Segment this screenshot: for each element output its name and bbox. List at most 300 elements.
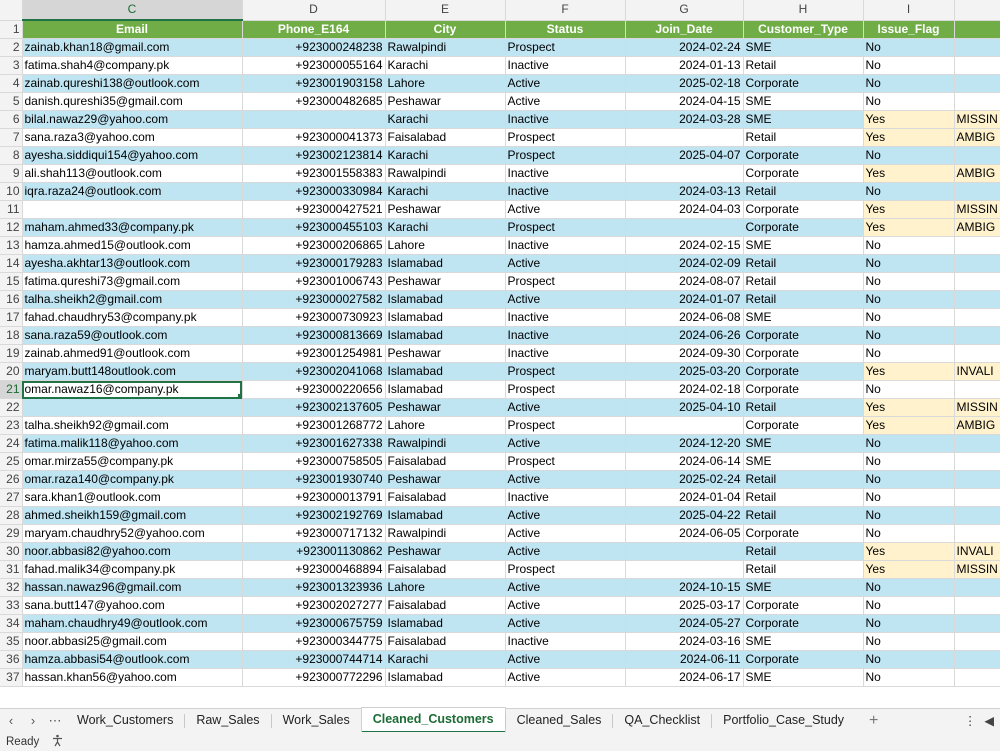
table-cell[interactable]: +923000041373	[242, 129, 385, 147]
table-cell[interactable]: +923002137605	[242, 399, 385, 417]
table-cell[interactable]: 2024-02-18	[625, 381, 743, 399]
table-cell[interactable]: Lahore	[385, 417, 505, 435]
row-number[interactable]: 25	[0, 453, 22, 471]
table-cell[interactable]: Prospect	[505, 363, 625, 381]
table-cell[interactable]: Inactive	[505, 309, 625, 327]
table-cell[interactable]: MISSIN	[954, 201, 1000, 219]
table-cell[interactable]: 2024-01-13	[625, 57, 743, 75]
column-header[interactable]	[954, 0, 1000, 20]
table-cell[interactable]: Yes	[863, 399, 954, 417]
table-cell[interactable]: +923001930740	[242, 471, 385, 489]
table-cell[interactable]: noor.abbasi25@gmail.com	[22, 633, 242, 651]
table-cell[interactable]: MISSIN	[954, 111, 1000, 129]
table-cell[interactable]	[954, 579, 1000, 597]
more-sheets-button[interactable]: ⋯	[48, 712, 62, 728]
table-cell[interactable]: 2024-06-17	[625, 669, 743, 687]
table-cell[interactable]	[625, 543, 743, 561]
table-cell[interactable]: noor.abbasi82@yahoo.com	[22, 543, 242, 561]
table-cell[interactable]: 2025-03-20	[625, 363, 743, 381]
table-cell[interactable]: Retail	[743, 183, 863, 201]
row-number[interactable]: 37	[0, 669, 22, 687]
table-cell[interactable]: Yes	[863, 201, 954, 219]
select-all-corner[interactable]	[0, 0, 22, 20]
table-cell[interactable]: Inactive	[505, 57, 625, 75]
table-cell[interactable]: +923000758505	[242, 453, 385, 471]
row-number[interactable]: 2	[0, 39, 22, 57]
table-cell[interactable]: 2024-02-24	[625, 39, 743, 57]
column-header[interactable]: F	[505, 0, 625, 20]
table-cell[interactable]	[954, 237, 1000, 255]
table-cell[interactable]: +923001130862	[242, 543, 385, 561]
table-cell[interactable]: 2025-04-22	[625, 507, 743, 525]
table-cell[interactable]: omar.mirza55@company.pk	[22, 453, 242, 471]
table-cell[interactable]: iqra.raza24@outlook.com	[22, 183, 242, 201]
header-cell[interactable]: Customer_Type	[743, 20, 863, 39]
table-cell[interactable]: 2024-06-08	[625, 309, 743, 327]
table-cell[interactable]: Retail	[743, 543, 863, 561]
table-cell[interactable]: Faisalabad	[385, 597, 505, 615]
table-cell[interactable]: No	[863, 453, 954, 471]
header-cell[interactable]: Join_Date	[625, 20, 743, 39]
table-cell[interactable]: AMBIG	[954, 129, 1000, 147]
table-cell[interactable]: Retail	[743, 129, 863, 147]
row-number[interactable]: 30	[0, 543, 22, 561]
row-number[interactable]: 32	[0, 579, 22, 597]
row-number[interactable]: 18	[0, 327, 22, 345]
table-cell[interactable]: +923000744714	[242, 651, 385, 669]
row-number[interactable]: 8	[0, 147, 22, 165]
table-cell[interactable]: +923000813669	[242, 327, 385, 345]
table-cell[interactable]: Inactive	[505, 345, 625, 363]
row-number[interactable]: 26	[0, 471, 22, 489]
table-cell[interactable]: Corporate	[743, 165, 863, 183]
table-cell[interactable]: No	[863, 669, 954, 687]
table-cell[interactable]: Islamabad	[385, 327, 505, 345]
sheet-tab[interactable]: Cleaned_Sales	[516, 713, 602, 727]
table-cell[interactable]	[625, 165, 743, 183]
table-cell[interactable]: +923000468894	[242, 561, 385, 579]
table-cell[interactable]: maryam.chaudhry52@yahoo.com	[22, 525, 242, 543]
column-header[interactable]: G	[625, 0, 743, 20]
table-cell[interactable]: Peshawar	[385, 471, 505, 489]
table-cell[interactable]: 2025-03-17	[625, 597, 743, 615]
table-cell[interactable]: Inactive	[505, 183, 625, 201]
table-cell[interactable]: No	[863, 345, 954, 363]
table-cell[interactable]: Corporate	[743, 651, 863, 669]
table-cell[interactable]: Yes	[863, 111, 954, 129]
table-cell[interactable]: Active	[505, 75, 625, 93]
table-cell[interactable]: sana.raza3@yahoo.com	[22, 129, 242, 147]
table-cell[interactable]: Yes	[863, 561, 954, 579]
table-cell[interactable]: Yes	[863, 165, 954, 183]
table-cell[interactable]: No	[863, 255, 954, 273]
table-cell[interactable]: MISSIN	[954, 561, 1000, 579]
table-cell[interactable]: Karachi	[385, 651, 505, 669]
table-cell[interactable]: Karachi	[385, 219, 505, 237]
table-cell[interactable]: ayesha.akhtar13@outlook.com	[22, 255, 242, 273]
table-cell[interactable]	[954, 471, 1000, 489]
table-cell[interactable]: 2024-06-05	[625, 525, 743, 543]
table-cell[interactable]: No	[863, 39, 954, 57]
table-cell[interactable]: Active	[505, 291, 625, 309]
row-number[interactable]: 28	[0, 507, 22, 525]
table-cell[interactable]	[242, 111, 385, 129]
table-cell[interactable]: ayesha.siddiqui154@yahoo.com	[22, 147, 242, 165]
table-cell[interactable]: Active	[505, 615, 625, 633]
row-number[interactable]: 3	[0, 57, 22, 75]
table-cell[interactable]: ahmed.sheikh159@gmail.com	[22, 507, 242, 525]
table-cell[interactable]: +923001268772	[242, 417, 385, 435]
table-cell[interactable]: Prospect	[505, 417, 625, 435]
table-cell[interactable]	[22, 201, 242, 219]
sheet-tab[interactable]: Raw_Sales	[196, 713, 260, 727]
table-cell[interactable]: Peshawar	[385, 273, 505, 291]
table-cell[interactable]: No	[863, 93, 954, 111]
table-cell[interactable]: +923000206865	[242, 237, 385, 255]
table-cell[interactable]: Prospect	[505, 453, 625, 471]
table-cell[interactable]	[954, 57, 1000, 75]
table-cell[interactable]: hassan.nawaz96@gmail.com	[22, 579, 242, 597]
table-cell[interactable]: Active	[505, 669, 625, 687]
table-cell[interactable]: hassan.khan56@yahoo.com	[22, 669, 242, 687]
table-cell[interactable]: Active	[505, 255, 625, 273]
table-cell[interactable]: 2024-06-26	[625, 327, 743, 345]
table-cell[interactable]: Active	[505, 543, 625, 561]
table-cell[interactable]: +923002027277	[242, 597, 385, 615]
table-cell[interactable]: omar.raza140@company.pk	[22, 471, 242, 489]
table-cell[interactable]: +923000772296	[242, 669, 385, 687]
table-cell[interactable]: Retail	[743, 507, 863, 525]
table-cell[interactable]: No	[863, 435, 954, 453]
table-cell[interactable]: Active	[505, 201, 625, 219]
table-cell[interactable]: Peshawar	[385, 201, 505, 219]
table-cell[interactable]: maryam.butt148outlook.com	[22, 363, 242, 381]
table-cell[interactable]	[22, 399, 242, 417]
row-number[interactable]: 22	[0, 399, 22, 417]
row-number[interactable]: 27	[0, 489, 22, 507]
table-cell[interactable]: sara.khan1@outlook.com	[22, 489, 242, 507]
table-cell[interactable]: Active	[505, 525, 625, 543]
add-sheet-button[interactable]: +	[869, 711, 879, 729]
table-cell[interactable]: fahad.malik34@company.pk	[22, 561, 242, 579]
table-cell[interactable]: Yes	[863, 363, 954, 381]
table-cell[interactable]	[954, 345, 1000, 363]
table-cell[interactable]: +923000055164	[242, 57, 385, 75]
table-cell[interactable]: +923000179283	[242, 255, 385, 273]
table-cell[interactable]: fahad.chaudhry53@company.pk	[22, 309, 242, 327]
table-cell[interactable]: +923000730923	[242, 309, 385, 327]
table-cell[interactable]: Prospect	[505, 219, 625, 237]
row-number[interactable]: 17	[0, 309, 22, 327]
table-cell[interactable]: Karachi	[385, 111, 505, 129]
table-cell[interactable]: Islamabad	[385, 615, 505, 633]
table-cell[interactable]: +923000013791	[242, 489, 385, 507]
row-number[interactable]: 10	[0, 183, 22, 201]
table-cell[interactable]	[625, 219, 743, 237]
table-cell[interactable]: 2025-04-07	[625, 147, 743, 165]
row-number[interactable]: 19	[0, 345, 22, 363]
table-cell[interactable]: No	[863, 471, 954, 489]
table-cell[interactable]: Faisalabad	[385, 489, 505, 507]
row-number[interactable]: 20	[0, 363, 22, 381]
table-cell[interactable]: zainab.qureshi138@outlook.com	[22, 75, 242, 93]
table-cell[interactable]: SME	[743, 453, 863, 471]
table-cell[interactable]: +923000027582	[242, 291, 385, 309]
table-cell[interactable]	[954, 435, 1000, 453]
table-cell[interactable]	[954, 453, 1000, 471]
table-cell[interactable]: Corporate	[743, 327, 863, 345]
table-cell[interactable]: Islamabad	[385, 291, 505, 309]
row-number[interactable]: 16	[0, 291, 22, 309]
table-cell[interactable]: Corporate	[743, 597, 863, 615]
table-cell[interactable]: Active	[505, 93, 625, 111]
row-number[interactable]: 31	[0, 561, 22, 579]
header-cell[interactable]: Status	[505, 20, 625, 39]
row-number[interactable]: 13	[0, 237, 22, 255]
sheet-tab[interactable]: Portfolio_Case_Study	[723, 713, 845, 727]
table-cell[interactable]	[954, 93, 1000, 111]
table-cell[interactable]: Corporate	[743, 219, 863, 237]
table-cell[interactable]: No	[863, 597, 954, 615]
table-cell[interactable]: No	[863, 381, 954, 399]
sheet-options-icon[interactable]: ⋮	[963, 714, 977, 728]
table-cell[interactable]: Inactive	[505, 237, 625, 255]
table-cell[interactable]	[954, 273, 1000, 291]
table-cell[interactable]: Prospect	[505, 39, 625, 57]
table-cell[interactable]: No	[863, 507, 954, 525]
table-cell[interactable]: Prospect	[505, 147, 625, 165]
table-cell[interactable]: 2024-06-11	[625, 651, 743, 669]
table-cell[interactable]: Karachi	[385, 183, 505, 201]
table-cell[interactable]: +923001627338	[242, 435, 385, 453]
table-cell[interactable]: Retail	[743, 273, 863, 291]
table-cell[interactable]: Corporate	[743, 525, 863, 543]
table-cell[interactable]: maham.chaudhry49@outlook.com	[22, 615, 242, 633]
table-cell[interactable]: Lahore	[385, 75, 505, 93]
row-number[interactable]: 7	[0, 129, 22, 147]
table-cell[interactable]: Inactive	[505, 327, 625, 345]
header-cell[interactable]: City	[385, 20, 505, 39]
table-cell[interactable]: +923000220656	[242, 381, 385, 399]
table-cell[interactable]: 2024-05-27	[625, 615, 743, 633]
table-cell[interactable]: No	[863, 327, 954, 345]
table-cell[interactable]: Active	[505, 435, 625, 453]
table-cell[interactable]: No	[863, 579, 954, 597]
sheet-tab[interactable]: QA_Checklist	[624, 713, 701, 727]
column-header[interactable]: D	[242, 0, 385, 20]
table-cell[interactable]	[954, 597, 1000, 615]
table-cell[interactable]: +923000675759	[242, 615, 385, 633]
table-cell[interactable]: hamza.abbasi54@outlook.com	[22, 651, 242, 669]
table-cell[interactable]: Peshawar	[385, 345, 505, 363]
table-cell[interactable]: 2024-01-07	[625, 291, 743, 309]
table-cell[interactable]: Active	[505, 507, 625, 525]
table-cell[interactable]: +923000344775	[242, 633, 385, 651]
table-cell[interactable]: Prospect	[505, 129, 625, 147]
header-cell[interactable]: Issue_Flag	[863, 20, 954, 39]
table-cell[interactable]: Peshawar	[385, 543, 505, 561]
table-cell[interactable]: maham.ahmed33@company.pk	[22, 219, 242, 237]
table-cell[interactable]: Prospect	[505, 561, 625, 579]
table-cell[interactable]	[954, 507, 1000, 525]
table-cell[interactable]: Peshawar	[385, 399, 505, 417]
table-cell[interactable]: zainab.ahmed91@outlook.com	[22, 345, 242, 363]
row-number[interactable]: 24	[0, 435, 22, 453]
table-cell[interactable]	[625, 417, 743, 435]
table-cell[interactable]: 2024-12-20	[625, 435, 743, 453]
table-cell[interactable]: Retail	[743, 255, 863, 273]
table-cell[interactable]: Corporate	[743, 615, 863, 633]
table-cell[interactable]: No	[863, 633, 954, 651]
table-cell[interactable]	[625, 129, 743, 147]
table-cell[interactable]: Islamabad	[385, 255, 505, 273]
table-cell[interactable]: No	[863, 183, 954, 201]
table-cell[interactable]: zainab.khan18@gmail.com	[22, 39, 242, 57]
table-cell[interactable]: No	[863, 489, 954, 507]
table-cell[interactable]: Retail	[743, 489, 863, 507]
table-cell[interactable]: 2024-02-09	[625, 255, 743, 273]
row-number[interactable]: 21	[0, 381, 22, 399]
table-cell[interactable]: Yes	[863, 417, 954, 435]
table-cell[interactable]: 2024-03-13	[625, 183, 743, 201]
prev-sheet-button[interactable]: ‹	[8, 713, 14, 728]
table-cell[interactable]: talha.sheikh92@gmail.com	[22, 417, 242, 435]
table-cell[interactable]: SME	[743, 309, 863, 327]
header-cell[interactable]	[954, 20, 1000, 39]
table-cell[interactable]: Faisalabad	[385, 129, 505, 147]
table-cell[interactable]	[954, 39, 1000, 57]
table-cell[interactable]	[954, 669, 1000, 687]
table-cell[interactable]: sana.raza59@outlook.com	[22, 327, 242, 345]
table-cell[interactable]: Active	[505, 651, 625, 669]
table-cell[interactable]: Retail	[743, 57, 863, 75]
table-cell[interactable]: AMBIG	[954, 417, 1000, 435]
table-cell[interactable]: No	[863, 75, 954, 93]
table-cell[interactable]: +923001558383	[242, 165, 385, 183]
table-cell[interactable]: 2024-03-16	[625, 633, 743, 651]
table-cell[interactable]: Corporate	[743, 363, 863, 381]
table-cell[interactable]: Inactive	[505, 489, 625, 507]
table-cell[interactable]	[954, 255, 1000, 273]
table-cell[interactable]: Yes	[863, 543, 954, 561]
table-cell[interactable]: No	[863, 651, 954, 669]
table-cell[interactable]: Retail	[743, 399, 863, 417]
table-cell[interactable]: 2025-02-24	[625, 471, 743, 489]
table-cell[interactable]	[954, 489, 1000, 507]
next-sheet-button[interactable]: ›	[30, 713, 36, 728]
row-number[interactable]: 14	[0, 255, 22, 273]
table-cell[interactable]: Rawalpindi	[385, 39, 505, 57]
row-number[interactable]: 36	[0, 651, 22, 669]
sheet-tab[interactable]: Work_Sales	[282, 713, 350, 727]
column-header[interactable]: E	[385, 0, 505, 20]
table-cell[interactable]	[954, 147, 1000, 165]
table-cell[interactable]: 2024-06-14	[625, 453, 743, 471]
table-cell[interactable]: Faisalabad	[385, 453, 505, 471]
table-cell[interactable]: Retail	[743, 471, 863, 489]
header-cell[interactable]: Email	[22, 20, 242, 39]
row-number[interactable]: 4	[0, 75, 22, 93]
table-cell[interactable]: 2024-04-03	[625, 201, 743, 219]
table-cell[interactable]: No	[863, 291, 954, 309]
table-cell[interactable]	[954, 615, 1000, 633]
table-cell[interactable]: fatima.malik118@yahoo.com	[22, 435, 242, 453]
table-cell[interactable]: +923000248238	[242, 39, 385, 57]
table-cell[interactable]: +923002041068	[242, 363, 385, 381]
table-cell[interactable]: +923001006743	[242, 273, 385, 291]
table-cell[interactable]: No	[863, 57, 954, 75]
table-cell[interactable]: Retail	[743, 291, 863, 309]
table-cell[interactable]: MISSIN	[954, 399, 1000, 417]
table-cell[interactable]: Karachi	[385, 57, 505, 75]
table-cell[interactable]: No	[863, 147, 954, 165]
table-cell[interactable]: 2024-04-15	[625, 93, 743, 111]
table-cell[interactable]: Corporate	[743, 147, 863, 165]
table-cell[interactable]: sana.butt147@yahoo.com	[22, 597, 242, 615]
table-cell[interactable]: Active	[505, 597, 625, 615]
table-cell[interactable]: Prospect	[505, 273, 625, 291]
column-header[interactable]: C	[22, 0, 242, 20]
table-cell[interactable]: 2024-01-04	[625, 489, 743, 507]
table-cell[interactable]: +923002192769	[242, 507, 385, 525]
table-cell[interactable]: Corporate	[743, 345, 863, 363]
table-cell[interactable]: SME	[743, 435, 863, 453]
table-cell[interactable]: Corporate	[743, 75, 863, 93]
table-cell[interactable]: omar.nawaz16@company.pk	[22, 381, 242, 399]
scroll-left-icon[interactable]: ◀	[984, 714, 994, 728]
table-cell[interactable]: Corporate	[743, 201, 863, 219]
table-cell[interactable]: No	[863, 273, 954, 291]
row-number[interactable]: 11	[0, 201, 22, 219]
table-cell[interactable]: Prospect	[505, 381, 625, 399]
table-cell[interactable]: AMBIG	[954, 219, 1000, 237]
table-cell[interactable]: +923001254981	[242, 345, 385, 363]
table-cell[interactable]: SME	[743, 39, 863, 57]
table-cell[interactable]: INVALI	[954, 543, 1000, 561]
table-cell[interactable]: Rawalpindi	[385, 435, 505, 453]
table-cell[interactable]: Islamabad	[385, 507, 505, 525]
table-cell[interactable]: No	[863, 525, 954, 543]
table-cell[interactable]: +923001323936	[242, 579, 385, 597]
table-cell[interactable]: SME	[743, 633, 863, 651]
table-cell[interactable]: Faisalabad	[385, 561, 505, 579]
table-cell[interactable]: bilal.nawaz29@yahoo.com	[22, 111, 242, 129]
table-cell[interactable]: 2024-10-15	[625, 579, 743, 597]
table-cell[interactable]: AMBIG	[954, 165, 1000, 183]
table-cell[interactable]: 2025-04-10	[625, 399, 743, 417]
table-cell[interactable]	[954, 183, 1000, 201]
table-cell[interactable]: Faisalabad	[385, 633, 505, 651]
table-cell[interactable]	[954, 327, 1000, 345]
table-cell[interactable]: +923000455103	[242, 219, 385, 237]
row-number[interactable]: 29	[0, 525, 22, 543]
table-cell[interactable]: hamza.ahmed15@outlook.com	[22, 237, 242, 255]
table-cell[interactable]	[954, 633, 1000, 651]
table-cell[interactable]: fatima.shah4@company.pk	[22, 57, 242, 75]
table-cell[interactable]: SME	[743, 669, 863, 687]
row-number[interactable]: 34	[0, 615, 22, 633]
column-header[interactable]: I	[863, 0, 954, 20]
row-number[interactable]: 15	[0, 273, 22, 291]
header-cell[interactable]: Phone_E164	[242, 20, 385, 39]
table-cell[interactable]: Active	[505, 399, 625, 417]
table-cell[interactable]: +923000717132	[242, 525, 385, 543]
table-cell[interactable]: SME	[743, 579, 863, 597]
accessibility-icon[interactable]	[51, 734, 64, 750]
table-cell[interactable]: Islamabad	[385, 381, 505, 399]
table-cell[interactable]: Inactive	[505, 633, 625, 651]
table-cell[interactable]: Retail	[743, 561, 863, 579]
